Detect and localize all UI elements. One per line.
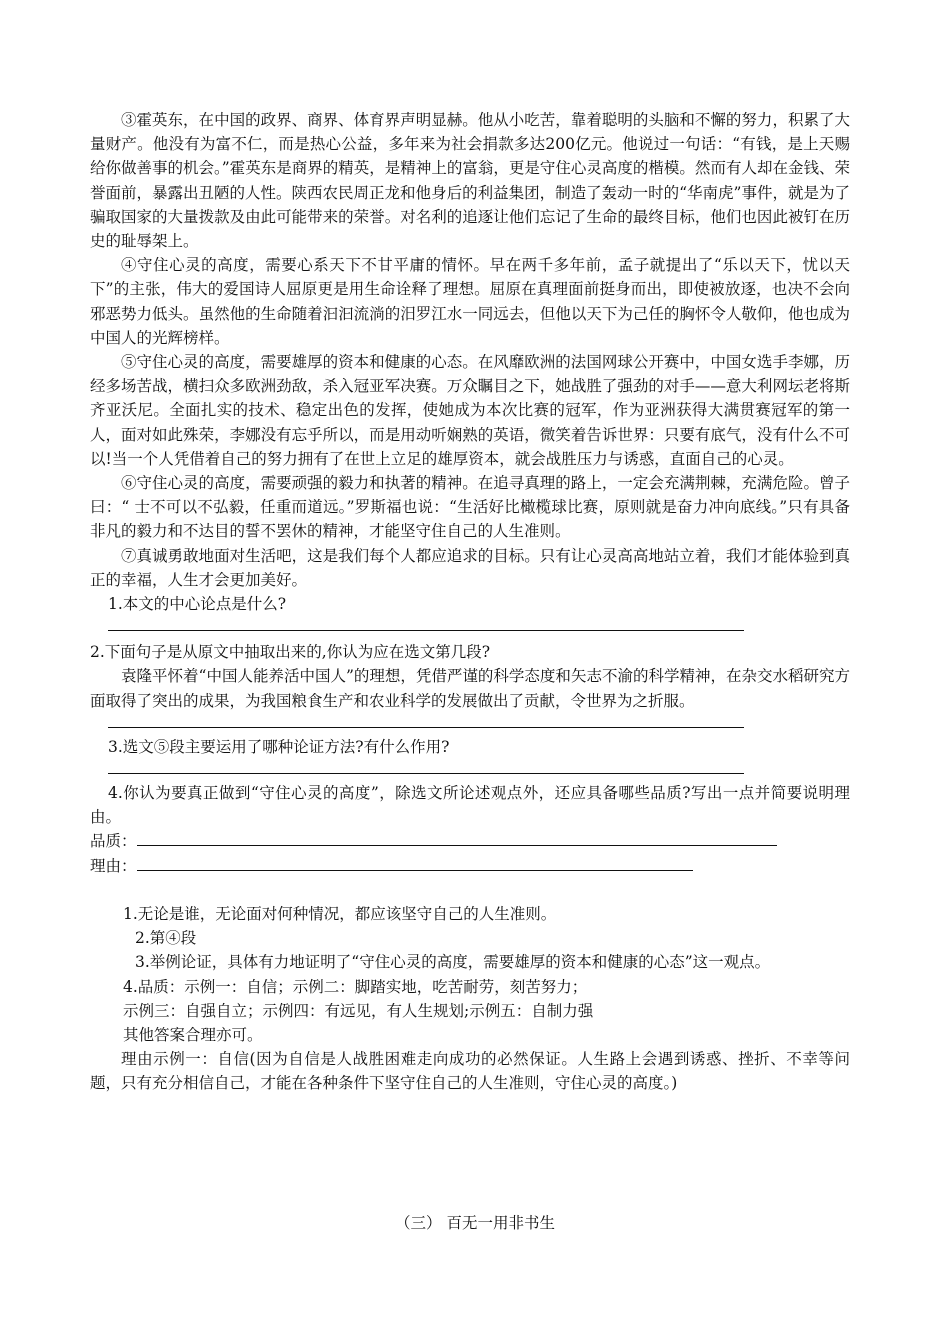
answer-line-3[interactable] xyxy=(90,759,850,781)
paragraph-6: ⑥守住心灵的高度，需要顽强的毅力和执著的精神。在追寻真理的路上，一定会充满荆棘，充满危险。曾子曰：“ 士不可以不弘毅，任重而道远。”罗斯福也说：“生活好比橄榄球比赛，原则就是奋力冲向底线。”只有具备非凡的毅力和不达目的誓不罢休的精神，才能坚守住自己的人生准则。 xyxy=(90,474,850,541)
paragraph-3: ③霍英东，在中国的政界、商界、体育界声明显赫。他从小吃苦，靠着聪明的头脑和不懈的努力，积累了大量财产。他没有为富不仁，而是热心公益，多年来为社会捐款多达200亿元。他说过一句话：“有钱，是上天赐给你做善事的机会。”霍英东是商界的精英，是精神上的富翁，更是守住心灵高度的楷模。然而有人却在金钱、荣誉面前，暴露出丑陋的人性。陕西农民周正龙和他身后的利益集团，制造了轰动一时的“华南虎”事件，就是为了骗取国家的大量拨款及由此可能带来的荣誉。对名利的追逐让他们忘记了生命的最终目标，他们也因此被钉在历史的耻辱架上。 xyxy=(90,111,850,251)
answer-2: 2.第④段 xyxy=(135,929,197,948)
question-1: 1.本文的中心论点是什么? xyxy=(108,595,287,614)
answer-3: 3.举例论证，具体有力地证明了“守住心灵的高度，需要雄厚的资本和健康的心态”这一观点。 xyxy=(135,953,771,972)
question-2-quote: 袁隆平怀着“中国人能养活中国人”的理想，凭借严谨的科学态度和矢志不渝的科学精神，在杂交水稻研究方面取得了突出的成果，为我国粮食生产和农业科学的发展做出了贡献，令世界为之折服。 xyxy=(90,667,850,710)
quality-blank[interactable] xyxy=(137,831,777,846)
question-4: 4.你认为要真正做到“守住心灵的高度”，除选文所论述观点外，还应具备哪些品质?写出一点并简要说明理由。 xyxy=(90,784,850,827)
question-3: 3.选文⑤段主要运用了哪种论证方法?有什么作用? xyxy=(108,737,450,756)
quality-label: 品质： xyxy=(90,832,137,851)
section-title: （三） 百无一用非书生 xyxy=(395,1214,555,1232)
answer-4-line-3: 其他答案合理亦可。 xyxy=(123,1025,263,1044)
paragraph-4: ④守住心灵的高度，需要心系天下不甘平庸的情怀。早在两千多年前，孟子就提出了“乐以天下，忧以天下”的主张，伟大的爱国诗人屈原更是用生命诠释了理想。屈原在真理面前挺身而出，即使被放逐，也决不会向邪恶势力低头。虽然他的生命随着汩汩流淌的汨罗江水一同远去，但他以天下为己任的胸怀令人敬仰，他也成为中国人的光辉榜样。 xyxy=(90,256,850,347)
question-2: 2.下面句子是从原文中抽取出来的,你认为应在选文第几段? xyxy=(90,643,491,662)
document-page xyxy=(90,108,850,1096)
paragraph-5: ⑤守住心灵的高度，需要雄厚的资本和健康的心态。在风靡欧洲的法国网球公开赛中，中国女选手李娜，历经多场苦战，横扫众多欧洲劲敌，杀入冠亚军决赛。万众瞩目之下，她战胜了强劲的对手——意大利网坛老将斯齐亚沃尼。全面扎实的技术、稳定出色的发挥，使她成为本次比赛的冠军，作为亚洲获得大满贯赛冠军的第一人，面对如此殊荣，李娜没有忘乎所以，而是用动听娴熟的英语，微笑着告诉世界：只要有底气，没有什么不可以!当一个人凭借着自己的努力拥有了在世上立足的雄厚资本，就会战胜压力与诱惑，直面自己的心灵。 xyxy=(90,353,850,468)
answer-1: 1.无论是谁，无论面对何种情况，都应该坚守自己的人生准则。 xyxy=(123,904,557,923)
answer-line-1[interactable] xyxy=(90,616,850,640)
answer-line-2[interactable] xyxy=(90,713,850,735)
answer-4-line-2: 示例三：自强自立；示例四：有远见，有人生规划;示例五：自制力强 xyxy=(123,1001,594,1020)
paragraph-7: ⑦真诚勇敢地面对生活吧，这是我们每个人都应追求的目标。只有让心灵高高地站立着，我们才能体验到真正的幸福，人生才会更加美好。 xyxy=(90,546,850,589)
answer-4-reason: 理由示例一：自信(因为自信是人战胜困难走向成功的必然保证。人生路上会遇到诱惑、挫折、不幸等问题，只有充分相信自己，才能在各种条件下坚守住自己的人生准则，守住心灵的高度。) xyxy=(90,1050,850,1093)
reason-label: 理由： xyxy=(90,856,137,875)
answer-4-line-1: 4.品质：示例一：自信；示例二：脚踏实地，吃苦耐劳，刻苦努力； xyxy=(123,977,588,996)
quality-row xyxy=(90,829,850,853)
reason-blank[interactable] xyxy=(137,856,693,871)
reason-row xyxy=(90,854,850,878)
